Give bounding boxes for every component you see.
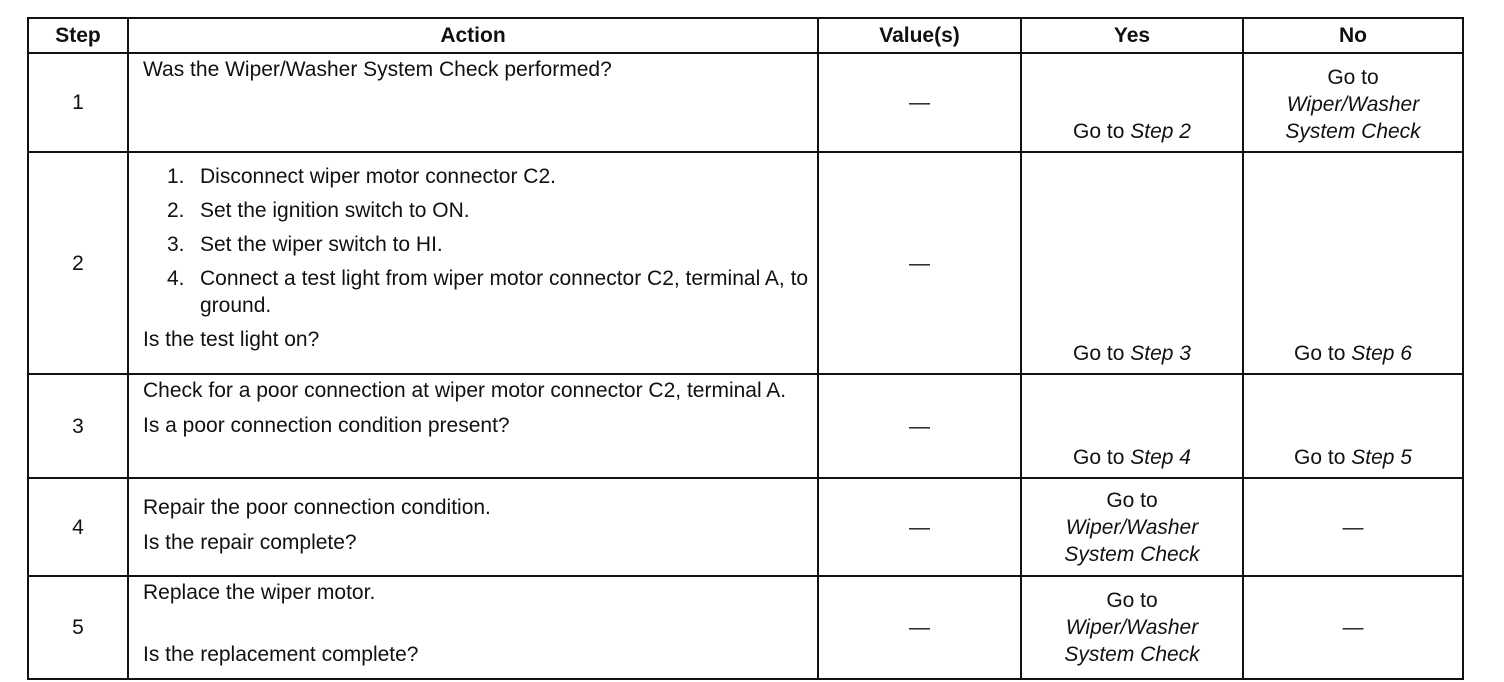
goto-prefix: Go to [1073, 446, 1131, 469]
yes-cell [1021, 478, 1243, 576]
step-number: 3 [28, 374, 128, 478]
substep-number: 4. [167, 267, 185, 290]
no-cell: — [1243, 478, 1463, 576]
table-row [28, 152, 1463, 374]
action-cell [128, 53, 818, 152]
step-number: 1 [28, 53, 128, 152]
question-text: Is the repair complete? [143, 531, 357, 554]
substep-text: Set the ignition switch to ON. [200, 199, 470, 222]
yes-cell [1021, 152, 1243, 374]
header-yes: Yes [1021, 18, 1243, 53]
no-cell [1243, 374, 1463, 478]
system-check-link[interactable]: Wiper/Washer System Check [1064, 616, 1200, 666]
step-number: 2 [28, 152, 128, 374]
step-link[interactable]: Step 4 [1130, 446, 1191, 469]
diagnostic-table [27, 17, 1464, 680]
step-number: 4 [28, 478, 128, 576]
list-item [167, 197, 809, 224]
step-link[interactable]: Step 2 [1130, 120, 1191, 143]
action-cell [128, 374, 818, 478]
table-row [28, 478, 1463, 576]
action-text: Repair the poor connection condition. [143, 496, 491, 519]
substep-text: Disconnect wiper motor connector C2. [200, 165, 556, 188]
header-step: Step [28, 18, 128, 53]
value-cell: — [818, 53, 1021, 152]
substep-number: 3. [167, 233, 185, 256]
substep-text: Set the wiper switch to HI. [200, 233, 443, 256]
goto-prefix: Go to [1106, 589, 1158, 612]
substep-number: 2. [167, 199, 185, 222]
substep-text: Connect a test light from wiper motor connector C2, terminal A, to ground. [200, 267, 809, 317]
goto-prefix: Go to [1327, 66, 1379, 89]
step-link[interactable]: Step 5 [1351, 446, 1412, 469]
goto-prefix: Go to [1294, 446, 1352, 469]
value-cell: — [818, 374, 1021, 478]
no-cell [1243, 152, 1463, 374]
system-check-link[interactable]: Wiper/Washer System Check [1285, 93, 1421, 143]
header-action: Action [128, 18, 818, 53]
action-text: Check for a poor connection at wiper motor connector C2, terminal A. [143, 379, 787, 402]
list-item [167, 163, 809, 190]
value-cell: — [818, 576, 1021, 679]
step-number: 5 [28, 576, 128, 679]
action-cell [128, 576, 818, 679]
header-row [28, 18, 1463, 53]
system-check-link[interactable]: Wiper/Washer System Check [1064, 515, 1200, 566]
list-item [167, 231, 809, 258]
value-cell: — [818, 478, 1021, 576]
goto-prefix: Go to [1073, 342, 1131, 365]
header-no: No [1243, 18, 1463, 53]
goto-prefix: Go to [1106, 488, 1158, 512]
list-item [167, 265, 809, 319]
goto-prefix: Go to [1073, 120, 1131, 143]
no-cell: — [1243, 576, 1463, 679]
substep-number: 1. [167, 165, 185, 188]
step-link[interactable]: Step 3 [1130, 342, 1191, 365]
question-text: Is a poor connection condition present? [143, 414, 510, 437]
yes-cell [1021, 374, 1243, 478]
table-row [28, 53, 1463, 152]
substep-list [143, 163, 809, 319]
action-text: Replace the wiper motor. [143, 581, 376, 604]
action-cell [128, 478, 818, 576]
yes-cell [1021, 53, 1243, 152]
question-text: Is the test light on? [143, 328, 320, 351]
question-text: Is the replacement complete? [143, 643, 419, 666]
header-value: Value(s) [818, 18, 1021, 53]
no-cell [1243, 53, 1463, 152]
table-row [28, 374, 1463, 478]
action-cell [128, 152, 818, 374]
table-row [28, 576, 1463, 679]
value-cell: — [818, 152, 1021, 374]
action-text: Was the Wiper/Washer System Check performed? [143, 58, 612, 81]
goto-prefix: Go to [1294, 342, 1352, 365]
spacer [143, 606, 809, 633]
step-link[interactable]: Step 6 [1351, 342, 1412, 365]
yes-cell [1021, 576, 1243, 679]
